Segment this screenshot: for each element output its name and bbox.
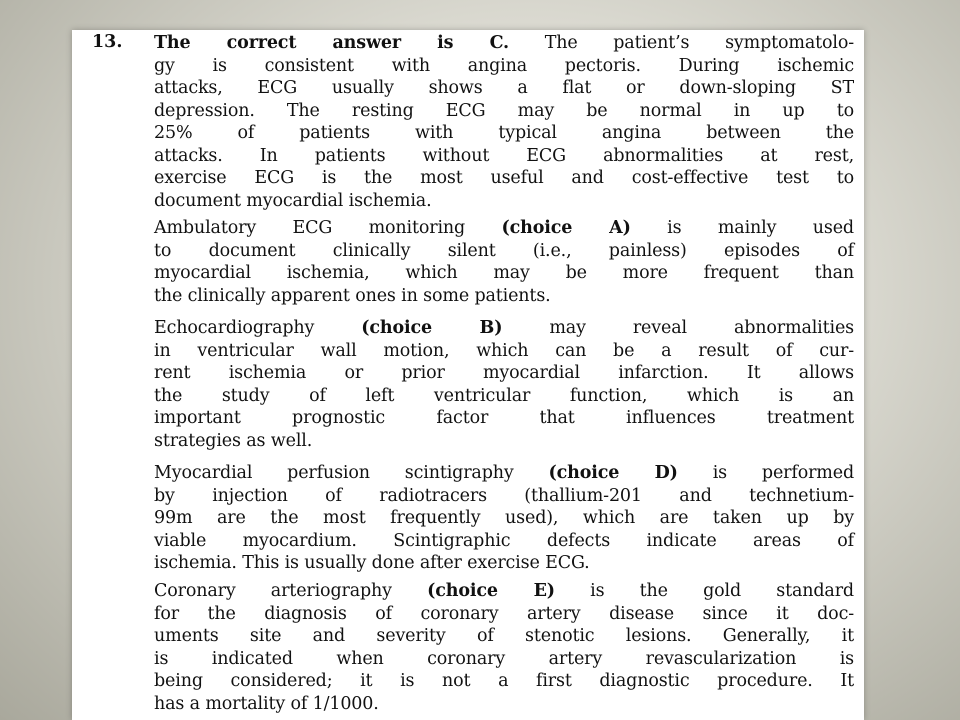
document-page — [72, 30, 864, 720]
text-line: myocardial ischemia, which may be more frequent than — [154, 263, 854, 283]
text-line: viable myocardium. Scintigraphic defects indicate areas of — [154, 530, 854, 551]
text-line: to document clinically silent (i.e., painless) episodes of — [154, 240, 854, 261]
text-line: Myocardial perfusion scintigraphy (choice D) is performed — [154, 463, 855, 483]
text-line: exercise ECG is the most useful and cost-effective test to — [154, 168, 854, 188]
text-line: depression. The resting ECG may be normal in up to — [154, 100, 854, 121]
text-line: ischemia. This is usually done after exercise ECG. — [154, 553, 590, 573]
choice-d-paragraph — [154, 462, 854, 575]
text-line: uments site and severity of stenotic lesions. Generally, it — [154, 626, 854, 646]
text-line: 99m are the most frequently used), which are taken up by — [154, 508, 854, 528]
choice-e-paragraph — [154, 580, 854, 715]
text-line: Ambulatory ECG monitoring (choice A) is mainly used — [154, 218, 854, 238]
text-line: strategies as well. — [154, 430, 313, 451]
text-line: Echocardiography (choice B) may reveal abnormalities — [154, 318, 854, 338]
question-number: 13. — [92, 32, 123, 52]
text-line: attacks. In patients without ECG abnormalities at rest, — [154, 145, 854, 166]
text-line: gy is consistent with angina pectoris. During ischemic — [154, 55, 854, 76]
text-line: by injection of radiotracers (thallium-201 and technetium- — [154, 485, 854, 506]
text-line: The correct answer is C. The patient’s symptomatolo- — [154, 33, 854, 53]
choice-b-paragraph — [154, 317, 854, 452]
text-line: important prognostic factor that influences treatment — [154, 408, 854, 428]
text-line: 25% of patients with typical angina between the — [154, 123, 854, 143]
choice-a-paragraph — [154, 217, 854, 307]
text-line: Coronary arteriography (choice E) is the gold standard — [154, 581, 854, 601]
text-line: rent ischemia or prior myocardial infarction. It allows — [154, 363, 854, 383]
text-line: the clinically apparent ones in some patients. — [154, 285, 551, 306]
text-line: in ventricular wall motion, which can be a result of cur- — [154, 340, 854, 361]
text-line: attacks, ECG usually shows a flat or down-sloping ST — [154, 78, 854, 98]
text-line: document myocardial ischemia. — [154, 190, 432, 211]
text-line: is indicated when coronary artery revascularization is — [154, 648, 854, 669]
text-line: being considered; it is not a first diagnostic procedure. It — [154, 671, 854, 691]
text-line: the study of left ventricular function, which is an — [154, 385, 854, 406]
text-line: has a mortality of 1/1000. — [154, 693, 379, 714]
answer-paragraph — [154, 32, 854, 212]
text-line: for the diagnosis of coronary artery disease since it doc- — [154, 603, 854, 624]
